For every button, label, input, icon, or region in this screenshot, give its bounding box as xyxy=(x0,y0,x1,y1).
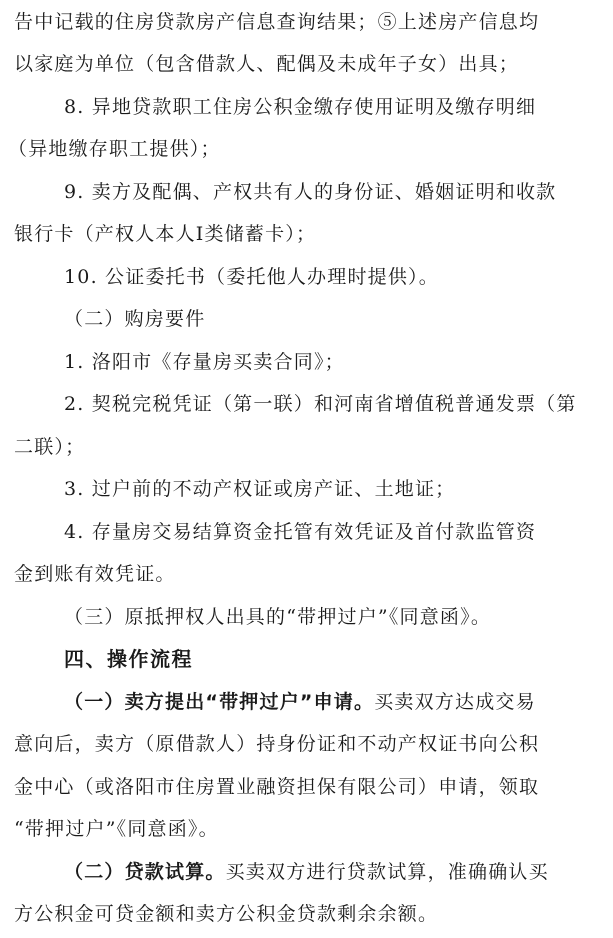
text-line: “带押过户”《同意函》。 xyxy=(14,818,219,840)
text-line: 以家庭为单位（包含借款人、配偶及未成年子女）出具； xyxy=(14,53,520,75)
list-item: 1. 洛阳市《存量房买卖合同》； xyxy=(64,351,345,373)
text-line: 金到账有效凭证。 xyxy=(14,563,176,585)
text-line: 金中心（或洛阳市住房置业融资担保有限公司）申请，领取 xyxy=(14,776,540,798)
step-text: 买卖双方达成交易 xyxy=(374,691,536,713)
step-title: （二）贷款试算。 xyxy=(64,861,226,883)
step-text: 买卖双方进行贷款试算，准确确认买 xyxy=(225,861,549,883)
list-item: 9. 卖方及配偶、产权共有人的身份证、婚姻证明和收款 xyxy=(64,181,557,203)
text-line: 二联）； xyxy=(14,436,86,458)
list-item: 8. 异地贷款职工住房公积金缴存使用证明及缴存明细 xyxy=(64,96,537,118)
list-item: 10. 公证委托书（委托他人办理时提供）。 xyxy=(64,266,439,288)
step-title: （一）卖方提出“带押过户”申请。 xyxy=(64,691,375,713)
text-line: 银行卡（产权人本人Ⅰ类储蓄卡）； xyxy=(14,223,317,245)
list-item: 2. 契税完税凭证（第一联）和河南省增值税普通发票（第 xyxy=(64,393,577,415)
section-subheading: （二）购房要件 xyxy=(64,308,206,330)
section-subheading: （三）原抵押权人出具的“带押过户”《同意函》。 xyxy=(64,606,492,628)
text-line: （异地缴存职工提供）； xyxy=(8,138,221,160)
list-item: 4. 存量房交易结算资金托管有效凭证及首付款监管资 xyxy=(64,521,537,543)
paragraph-line xyxy=(0,680,613,724)
paragraph-line xyxy=(0,850,613,894)
text-line: 告中记载的住房贷款房产信息查询结果；⑤上述房产信息均 xyxy=(14,11,540,33)
list-item: 3. 过户前的不动产权证或房产证、土地证； xyxy=(64,478,456,500)
text-line: 意向后，卖方（原借款人）持身份证和不动产权证书向公积 xyxy=(14,733,540,755)
text-line: 方公积金可贷金额和卖方公积金贷款剩余余额。 xyxy=(14,903,439,925)
section-heading: 四、操作流程 xyxy=(64,647,193,671)
